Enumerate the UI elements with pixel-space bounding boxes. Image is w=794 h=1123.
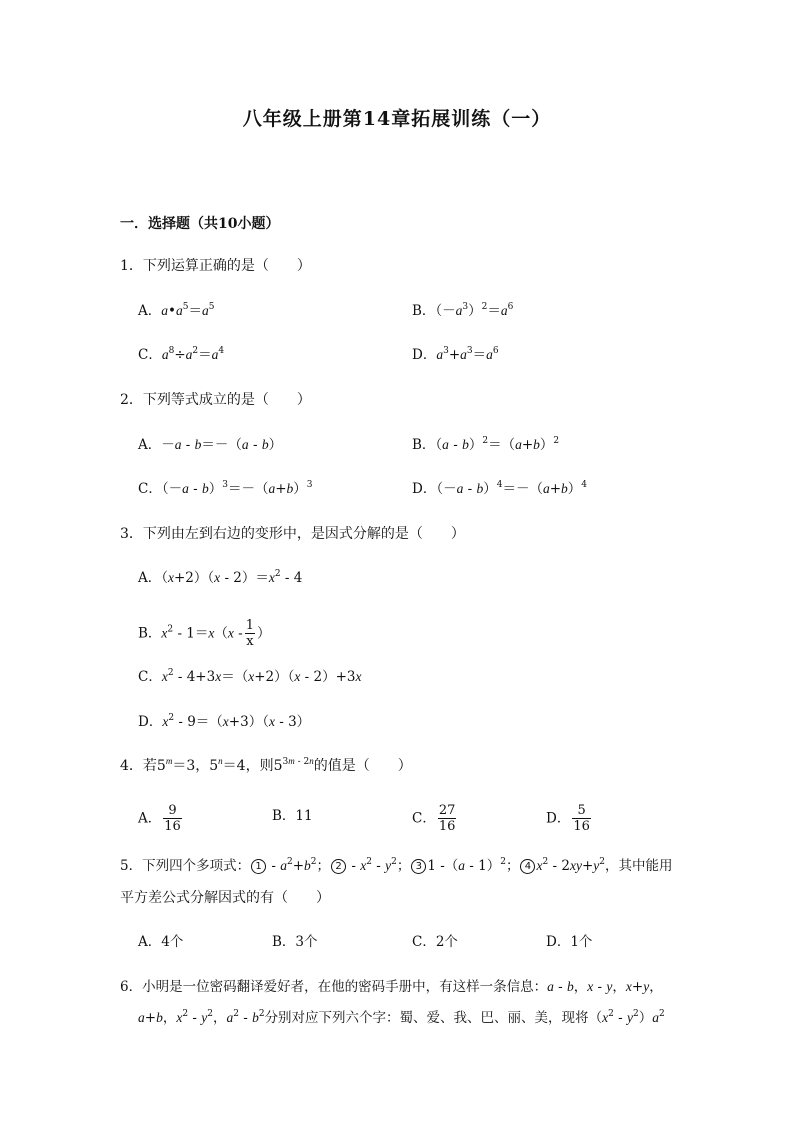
page-title: 八年级上册第14章拓展训练（一） [242,108,552,130]
option-label: D． [412,481,437,497]
option-label: C． [138,347,162,363]
question-3-option-c: C．$x^2 - 4+3x=(x+2)(x - 2)+3x$ [138,668,362,685]
option-label: A． [138,934,162,950]
question-3-stem: 3．下列由左到右边的变形中，是因式分解的是（ ） [120,526,465,542]
question-3-option-a: A．$(x+2)(x - 2)=x^2 - 4$ [138,569,303,586]
question-1-option-b: B．$(-a^3)^2=a^6$ [412,302,514,319]
question-1-stem: 1．下列运算正确的是（ ） [120,258,311,274]
stem-suffix: 的值是（ ） [313,758,412,774]
question-4-option-b [272,806,313,826]
stem-prefix: 5．下列四个多项式： [120,858,251,874]
option-label: A． [138,437,162,453]
option-label: C． [138,669,162,685]
circled-number-2: 2 [331,859,346,874]
question-2-option-c: C．$(-a - b)^3=-(a+b)^3$ [138,480,313,497]
question-3-option-b: B．$x^2 - 1=x(x$ - $\frac{1}{x}$ ） [138,618,271,649]
question-3-option-d: D．$x^2 - 9=(x+3)(x - 3)$ [138,713,311,730]
option-label: B． [138,625,162,642]
option-label: C． [138,481,162,497]
question-2-option-d: D．$(-a - b)^4=-(a+b)^4$ [412,480,588,497]
question-5-stem-line-2: 平方差公式分解因式的有（ ） [120,890,330,906]
question-5-option-b: B．3个 [272,934,318,950]
stem-prefix: 4．若 [120,758,157,774]
question-5-stem: 5．下列四个多项式： $1 - a^2+b^2$； $2 - x^2 - y^2$； 3 1 -（a - 1）$^2$； 4 $x^2 - 2xy+y^2$，其中能用 [120,857,673,874]
circled-number-4: 4 [520,859,535,874]
option-label: A． [138,570,162,586]
option-label: B． [272,808,296,824]
question-2-stem: 2．下列等式成立的是（ ） [120,392,311,408]
option-label: A． [138,303,162,319]
fraction: $\frac{27}{16}$ [438,803,456,834]
fraction: $\frac{9}{16}$ [164,803,181,834]
question-5-option-d: D．1个 [546,934,593,950]
fraction: $\frac{5}{16}$ [573,803,590,834]
option-label: B． [412,303,436,319]
question-4-option-c [412,803,458,835]
question-1-option-c: C．$a^8\div a^2=a^4$ [138,346,225,363]
stem-suffix: ，其中能用 [604,858,673,874]
question-6-stem: 6．小明是一位密码翻译爱好者，在他的密码手册中，有这样一条信息：a - b，x - y，x+y， [120,979,663,995]
question-4-option-a [138,803,184,835]
question-5-option-c: C．2个 [412,934,458,950]
circled-number-1: 1 [251,859,266,874]
option-label: C． [412,934,436,950]
question-2-option-a: A．－a - b＝－（a - b） [138,437,283,453]
circled-number-3: 3 [411,859,426,874]
option-label: A． [138,810,162,827]
option-label: B． [272,934,296,950]
question-2-option-b: B．$(a - b)^2=(a+b)^2$ [412,436,560,453]
option-label: C． [412,810,436,827]
stem-prefix: 6．小明是一位密码翻译爱好者，在他的密码手册中，有这样一条信息： [120,979,548,995]
question-4-stem: 4．若$5^m=3$，$5^n=4$，则$5^{3m - 2n}$的值是（ ） [120,756,412,774]
section-heading: 一．选择题（共10小题） [120,216,280,232]
question-4-option-d [546,803,593,835]
option-label: D． [412,347,437,363]
stem-suffix: 分别对应下列六个字：蜀、爱、我、巴、丽、美，现将 [264,1010,589,1026]
option-label: D． [138,714,163,730]
option-label: B． [412,437,436,453]
option-label: D． [546,934,571,950]
question-1-option-a: A．$a•a^5=a^5$ [138,302,215,319]
option-value: 11 [295,808,313,824]
question-1-option-d: D．$a^3+a^3=a^6$ [412,346,499,363]
option-label: D． [546,810,571,827]
question-5-option-a: A．4个 [138,934,184,950]
fraction: $\frac{1}{x}$ [245,618,255,649]
question-6-stem-line-2: a+b，$x^2 - y^2$，$a^2 - b^2$分别对应下列六个字：蜀、爱、我、巴、丽、美，现将$(x^2 - y^2)a^2$ [138,1009,665,1026]
